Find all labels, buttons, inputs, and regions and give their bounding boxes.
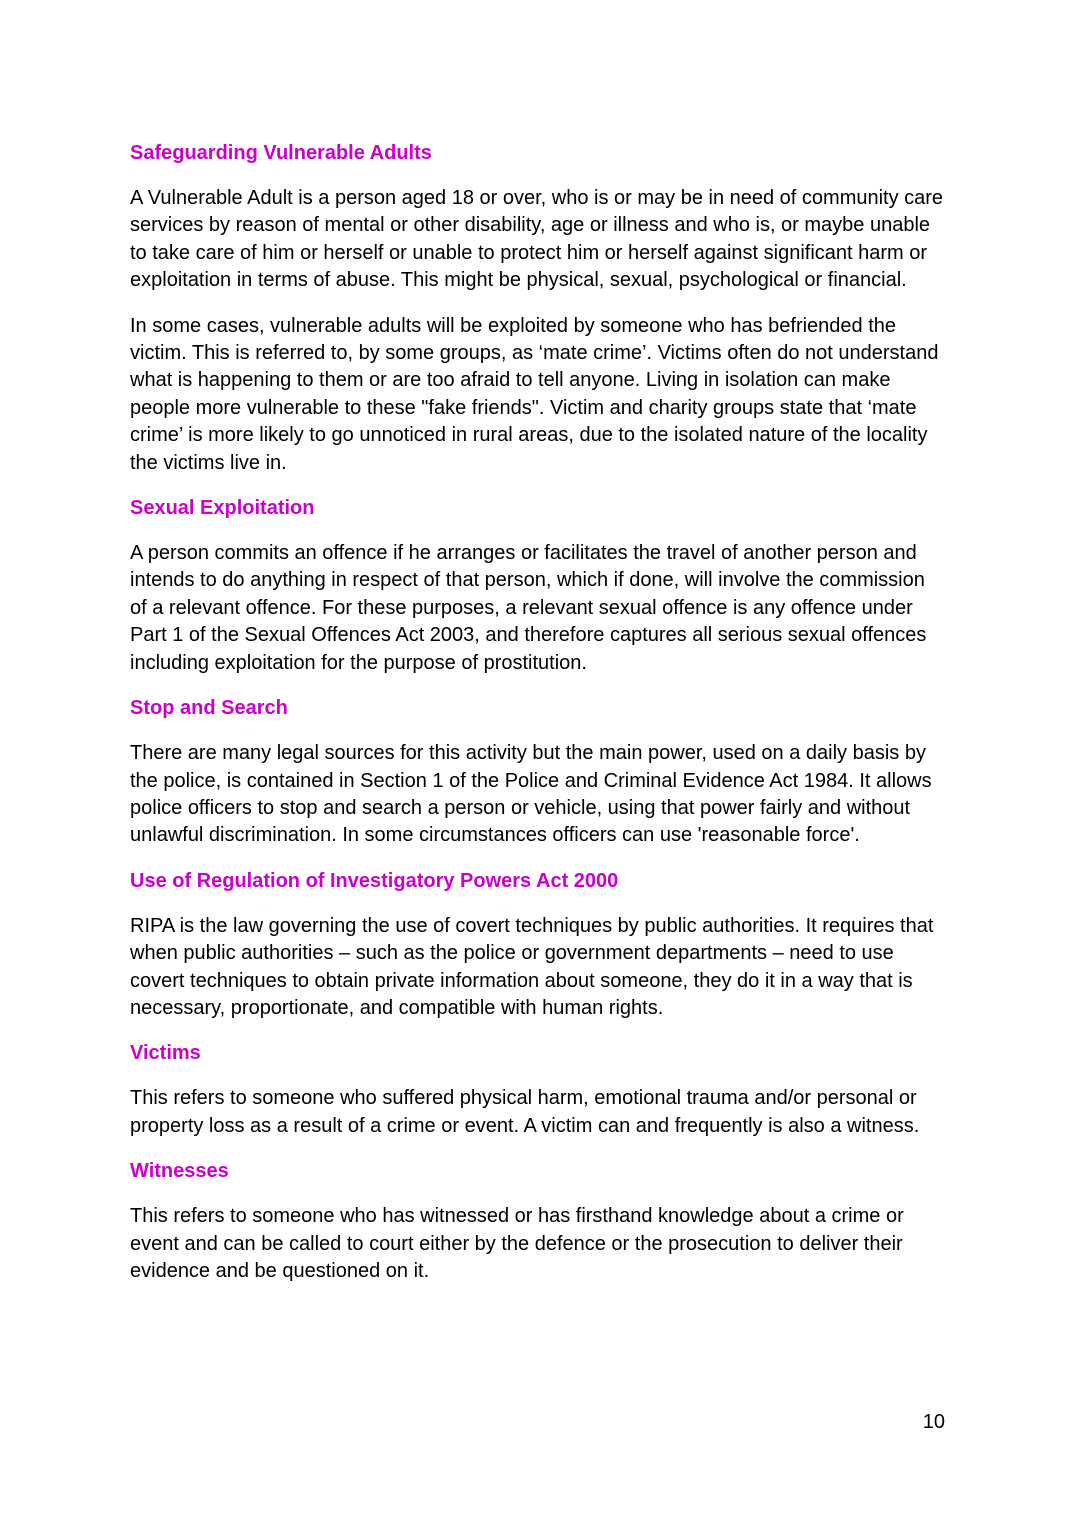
section-paragraph: In some cases, vulnerable adults will be exploited by someone who has befriended the victim. This is referred to, by some groups, as ‘mate crime’. Victims often do not understand what is happening to them or are too afraid to tell anyone. Living in isolation can make people more vulnerable to these "fake friends". Victim and charity groups state that ‘mate crime’ is more likely to go unnoticed in rural areas, due to the isolated nature of the locality the victims live in. <box>130 314 939 474</box>
section-safeguarding-vulnerable-adults <box>130 140 945 477</box>
section-paragraph: This refers to someone who suffered physical harm, emotional trauma and/or personal or property loss as a result of a crime or event. A victim can and frequently is also a witness. <box>130 1087 920 1137</box>
section-paragraph: There are many legal sources for this activity but the main power, used on a daily basis by the police, is contained in Section 1 of the Police and Criminal Evidence Act 1984. It allows police officers to stop and search a person or vehicle, using that power fairly and without unlawful discrimination. In some circumstances officers can use 'reasonable force'. <box>130 742 932 847</box>
section-heading: Safeguarding Vulnerable Adults <box>130 142 432 164</box>
section-witnesses <box>130 1158 945 1285</box>
page-number: 10 <box>922 1411 945 1433</box>
section-victims <box>130 1040 945 1140</box>
section-stop-and-search <box>130 695 945 850</box>
section-paragraph: A person commits an offence if he arranges or facilitates the travel of another person and intends to do anything in respect of that person, which if done, will involve the commission of a relevant offence. For these purposes, a relevant sexual offence is any offence under Part 1 of the Sexual Offences Act 2003, and therefore captures all serious sexual offences including exploitation for the purpose of prostitution. <box>130 542 927 674</box>
document-page <box>130 140 945 1303</box>
section-heading: Sexual Exploitation <box>130 497 315 520</box>
section-heading: Use of Regulation of Investigatory Powers Act 2000 <box>130 869 619 892</box>
section-paragraph: This refers to someone who has witnessed or has firsthand knowledge about a crime or event and can be called to court either by the defence or the prosecution to deliver their evidence and be questioned on it. <box>130 1205 904 1282</box>
section-sexual-exploitation <box>130 495 945 677</box>
section-heading: Witnesses <box>130 1160 229 1183</box>
section-heading: Stop and Search <box>130 697 288 720</box>
section-heading: Victims <box>130 1042 201 1065</box>
section-paragraph: A Vulnerable Adult is a person aged 18 or over, who is or may be in need of community care services by reason of mental or other disability, age or illness and who is, or maybe unable to take care of him or herself or unable to protect him or herself against significant harm or exploitation in terms of abuse. This might be physical, sexual, psychological or financial. <box>130 187 944 292</box>
section-ripa <box>130 868 945 1023</box>
section-paragraph: RIPA is the law governing the use of covert techniques by public authorities. It requires that when public authorities – such as the police or government departments – need to use covert techniques to obtain private information about someone, they do it in a way that is necessary, proportionate, and compatible with human rights. <box>130 914 934 1019</box>
